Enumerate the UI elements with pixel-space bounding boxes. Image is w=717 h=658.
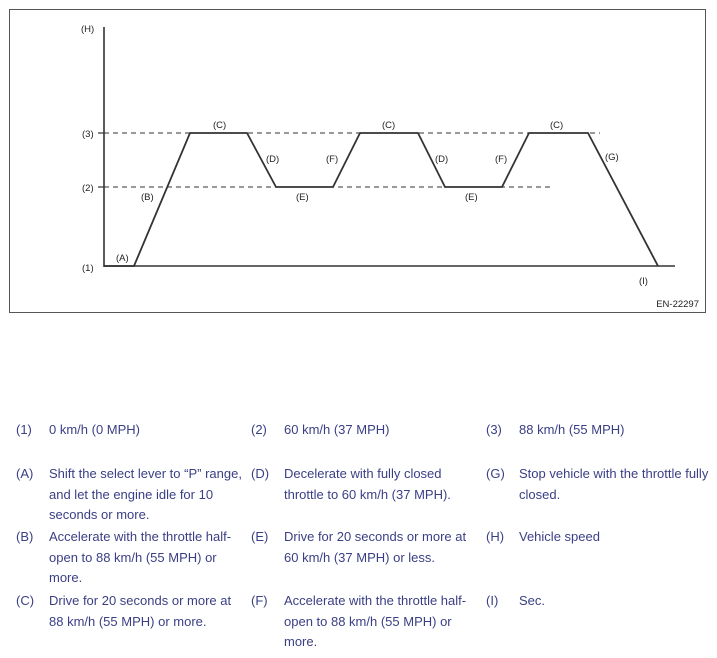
legend-key: (I) bbox=[486, 593, 499, 608]
y-label-h: (H) bbox=[81, 24, 95, 35]
segment-label-g: (G) bbox=[605, 152, 619, 163]
legend-key: (2) bbox=[251, 422, 267, 437]
legend-key: (C) bbox=[16, 593, 35, 608]
legend-key: (1) bbox=[16, 422, 32, 437]
legend-key: (B) bbox=[16, 529, 34, 544]
legend-value: 60 km/h (37 MPH) bbox=[284, 422, 390, 437]
legend-value: Accelerate with the throttle half-open to 88 km/h (55 MPH) or more. bbox=[284, 593, 467, 649]
legend-key: (A) bbox=[16, 466, 34, 481]
speed-profile-line bbox=[104, 133, 658, 266]
legend-value: 0 km/h (0 MPH) bbox=[49, 422, 141, 437]
segment-label-c3: (C) bbox=[550, 120, 564, 131]
segment-label-f1: (F) bbox=[326, 154, 339, 165]
speed-profile-diagram bbox=[10, 10, 705, 312]
legend-key: (D) bbox=[251, 466, 270, 481]
x-label-i: (I) bbox=[639, 276, 648, 287]
figure-code: EN-22297 bbox=[656, 299, 699, 310]
legend-value: Stop vehicle with the throttle fully closed. bbox=[519, 466, 709, 502]
legend-value: 88 km/h (55 MPH) bbox=[519, 422, 625, 437]
segment-label-a: (A) bbox=[116, 253, 129, 264]
legend-value: Drive for 20 seconds or more at 88 km/h (55 MPH) or more. bbox=[49, 593, 232, 629]
segment-label-e1: (E) bbox=[296, 192, 309, 203]
segment-label-d1: (D) bbox=[266, 154, 280, 165]
drive-cycle-figure bbox=[9, 9, 706, 313]
segment-label-f2: (F) bbox=[495, 154, 508, 165]
legend-value: Vehicle speed bbox=[519, 529, 600, 544]
legend-key: (3) bbox=[486, 422, 502, 437]
legend-value: Accelerate with the throttle half-open to 88 km/h (55 MPH) or more. bbox=[49, 529, 232, 585]
y-label-1: (1) bbox=[82, 263, 94, 274]
segment-label-d2: (D) bbox=[435, 154, 449, 165]
segment-label-c1: (C) bbox=[213, 120, 227, 131]
segment-label-b: (B) bbox=[141, 192, 154, 203]
legend-value: Shift the select lever to “P” range, and let the engine idle for 10 seconds or more. bbox=[49, 466, 242, 522]
legend-key: (E) bbox=[251, 529, 269, 544]
legend-key: (H) bbox=[486, 529, 505, 544]
legend-value: Drive for 20 seconds or more at 60 km/h (37 MPH) or less. bbox=[284, 529, 467, 565]
segment-label-e2: (E) bbox=[465, 192, 478, 203]
legend-value: Sec. bbox=[519, 593, 546, 608]
legend-key: (F) bbox=[251, 593, 268, 608]
segment-label-c2: (C) bbox=[382, 120, 396, 131]
y-label-2: (2) bbox=[82, 183, 94, 194]
legend-value: Decelerate with fully closed throttle to 60 km/h (37 MPH). bbox=[284, 466, 451, 502]
y-label-3: (3) bbox=[82, 129, 94, 140]
legend-key: (G) bbox=[486, 466, 505, 481]
